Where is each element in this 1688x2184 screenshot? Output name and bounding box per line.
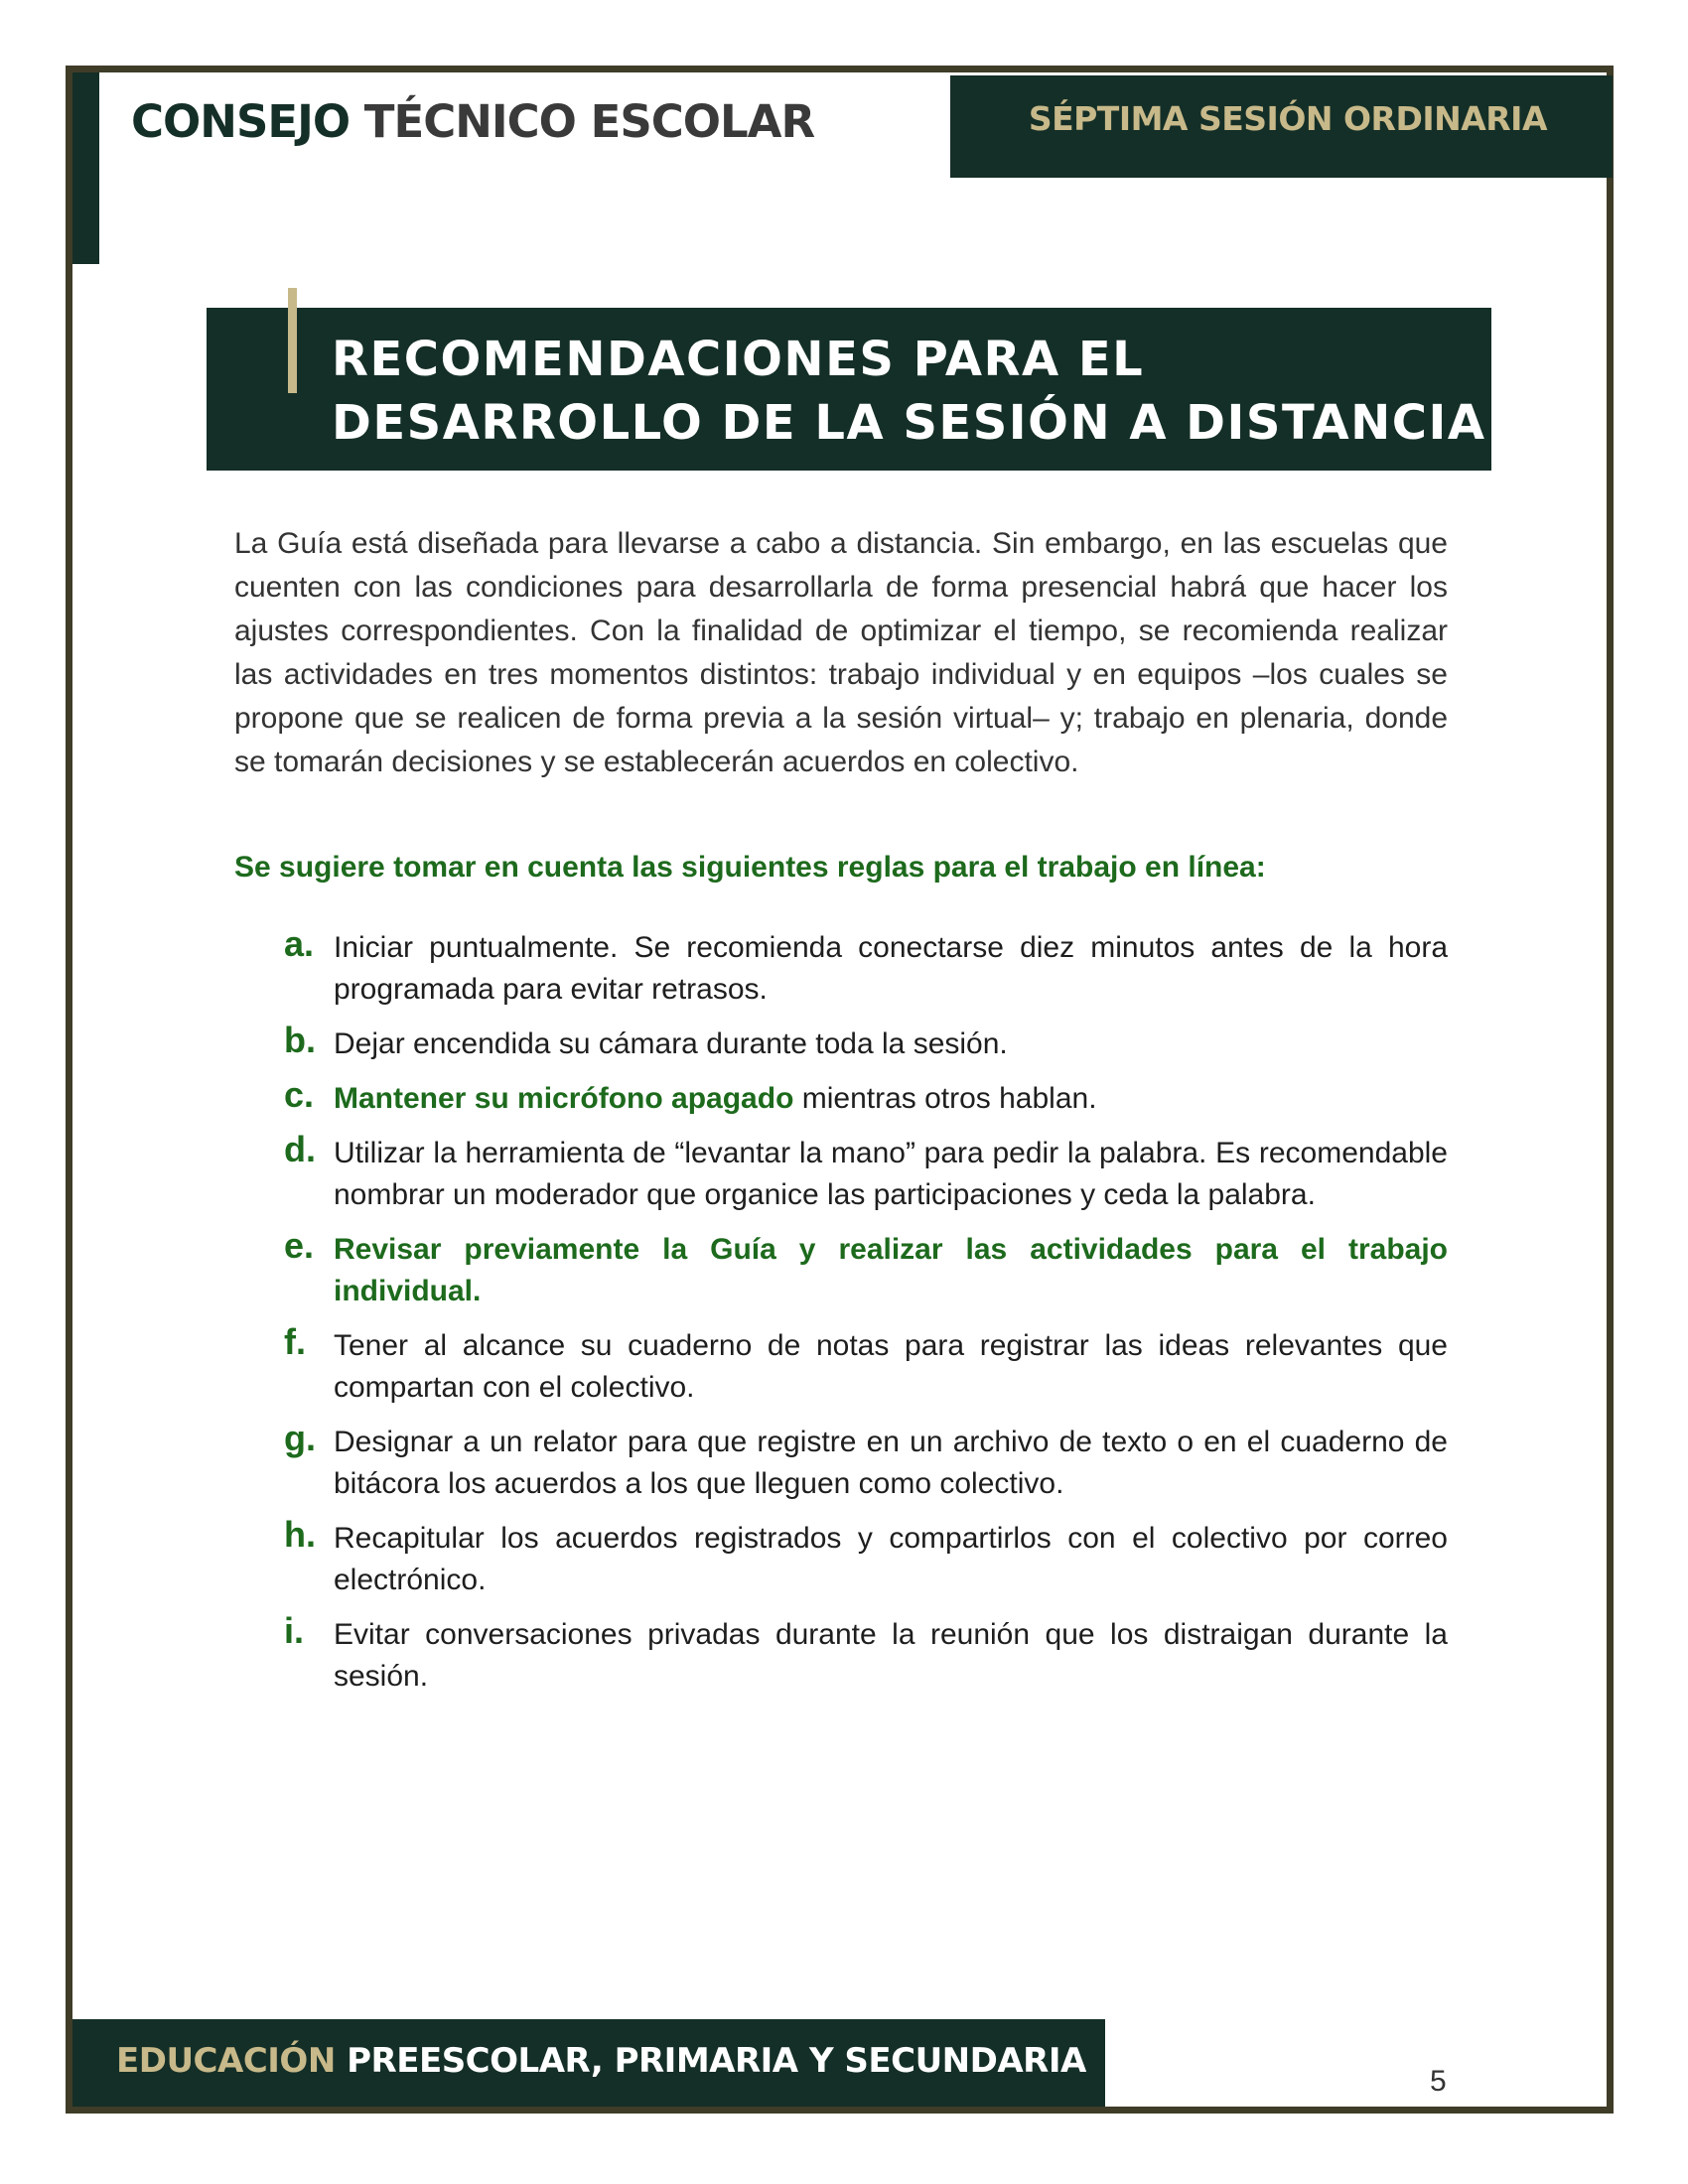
intro-paragraph: La Guía está diseñada para llevarse a cabo a distancia. Sin embargo, en las escuelas que cuenten con las condiciones para desarrollarla de forma presencial habrá que hacer los ajustes correspondientes. Con la finalidad de optimizar el tiempo, se recomienda realizar las actividades en tres momentos distintos: trabajo individual y en equipos –los cuales se propone que se realicen de forma previa a la sesión virtual– y; trabajo en plenaria, donde se tomarán decisiones y se establecerán acuerdos en colectivo. bbox=[234, 527, 1448, 778]
rule-item-e bbox=[278, 1225, 1448, 1312]
rule-item-g bbox=[278, 1418, 1448, 1505]
rule-text: Utilizar la herramienta de “levantar la mano” para pedir la palabra. Es recomendable nombrar un moderador que organice las participaciones y ceda la palabra. bbox=[334, 1137, 1448, 1211]
rule-item-b bbox=[278, 1020, 1448, 1065]
section-title-line2: DESARROLLO DE LA SESIÓN A DISTANCIA bbox=[332, 395, 1486, 451]
rule-letter: e. bbox=[284, 1225, 315, 1266]
header-left-accent-bar bbox=[72, 72, 99, 264]
rule-letter: d. bbox=[284, 1129, 316, 1169]
rule-item-c bbox=[278, 1074, 1448, 1120]
rule-text: Evitar conversaciones privadas durante la reunión que los distraigan durante la sesión. bbox=[334, 1618, 1448, 1693]
header-title bbox=[131, 95, 814, 148]
rule-text: Recapitular los acuerdos registrados y compartirlos con el colectivo por correo electrónico. bbox=[334, 1522, 1448, 1596]
rule-letter: i. bbox=[284, 1610, 305, 1651]
rule-letter: c. bbox=[284, 1074, 315, 1115]
banner-accent-line bbox=[288, 288, 297, 393]
rule-item-i bbox=[278, 1610, 1448, 1698]
rule-item-a bbox=[278, 923, 1448, 1011]
section-title bbox=[332, 328, 1486, 455]
rule-item-f bbox=[278, 1321, 1448, 1409]
footer-title-part1: EDUCACIÓN bbox=[116, 2041, 336, 2081]
header-session-box bbox=[950, 75, 1613, 178]
rules-subheading: Se sugiere tomar en cuenta las siguientes reglas para el trabajo en línea: bbox=[234, 851, 1266, 884]
rule-letter: f. bbox=[284, 1321, 306, 1362]
rule-letter: g. bbox=[284, 1418, 316, 1458]
rules-list bbox=[278, 923, 1448, 1710]
footer-title-part2: PREESCOLAR, PRIMARIA Y SECUNDARIA bbox=[347, 2041, 1086, 2081]
header-title-part2: TÉCNICO ESCOLAR bbox=[363, 95, 815, 148]
rule-letter: a. bbox=[284, 923, 315, 964]
rule-emphasis: Mantener su micrófono apagado bbox=[334, 1082, 794, 1115]
section-title-line1: RECOMENDACIONES PARA EL bbox=[332, 332, 1145, 387]
rule-letter: h. bbox=[284, 1514, 316, 1555]
header-title-part1: CONSEJO bbox=[131, 95, 351, 148]
rule-item-h bbox=[278, 1514, 1448, 1601]
rule-item-d bbox=[278, 1129, 1448, 1216]
rule-text: Dejar encendida su cámara durante toda la sesión. bbox=[334, 1027, 1008, 1060]
rule-letter: b. bbox=[284, 1020, 316, 1060]
rule-text: Designar a un relator para que registre en un archivo de texto o en el cuaderno de bitácora los acuerdos a los que lleguen como colectivo. bbox=[334, 1426, 1448, 1500]
rule-text: mientras otros hablan. bbox=[793, 1082, 1097, 1115]
page-number: 5 bbox=[1430, 2065, 1447, 2098]
header-session-label: SÉPTIMA SESIÓN ORDINARIA bbox=[1028, 99, 1547, 138]
footer-bar bbox=[72, 2019, 1105, 2107]
footer-title bbox=[116, 2041, 1086, 2081]
rule-text: Tener al alcance su cuaderno de notas para registrar las ideas relevantes que compartan con el colectivo. bbox=[334, 1329, 1448, 1404]
rule-emphasis: Revisar previamente la Guía y realizar las actividades para el trabajo individual. bbox=[334, 1233, 1448, 1307]
rule-text: Iniciar puntualmente. Se recomienda conectarse diez minutos antes de la hora programada para evitar retrasos. bbox=[334, 931, 1448, 1006]
